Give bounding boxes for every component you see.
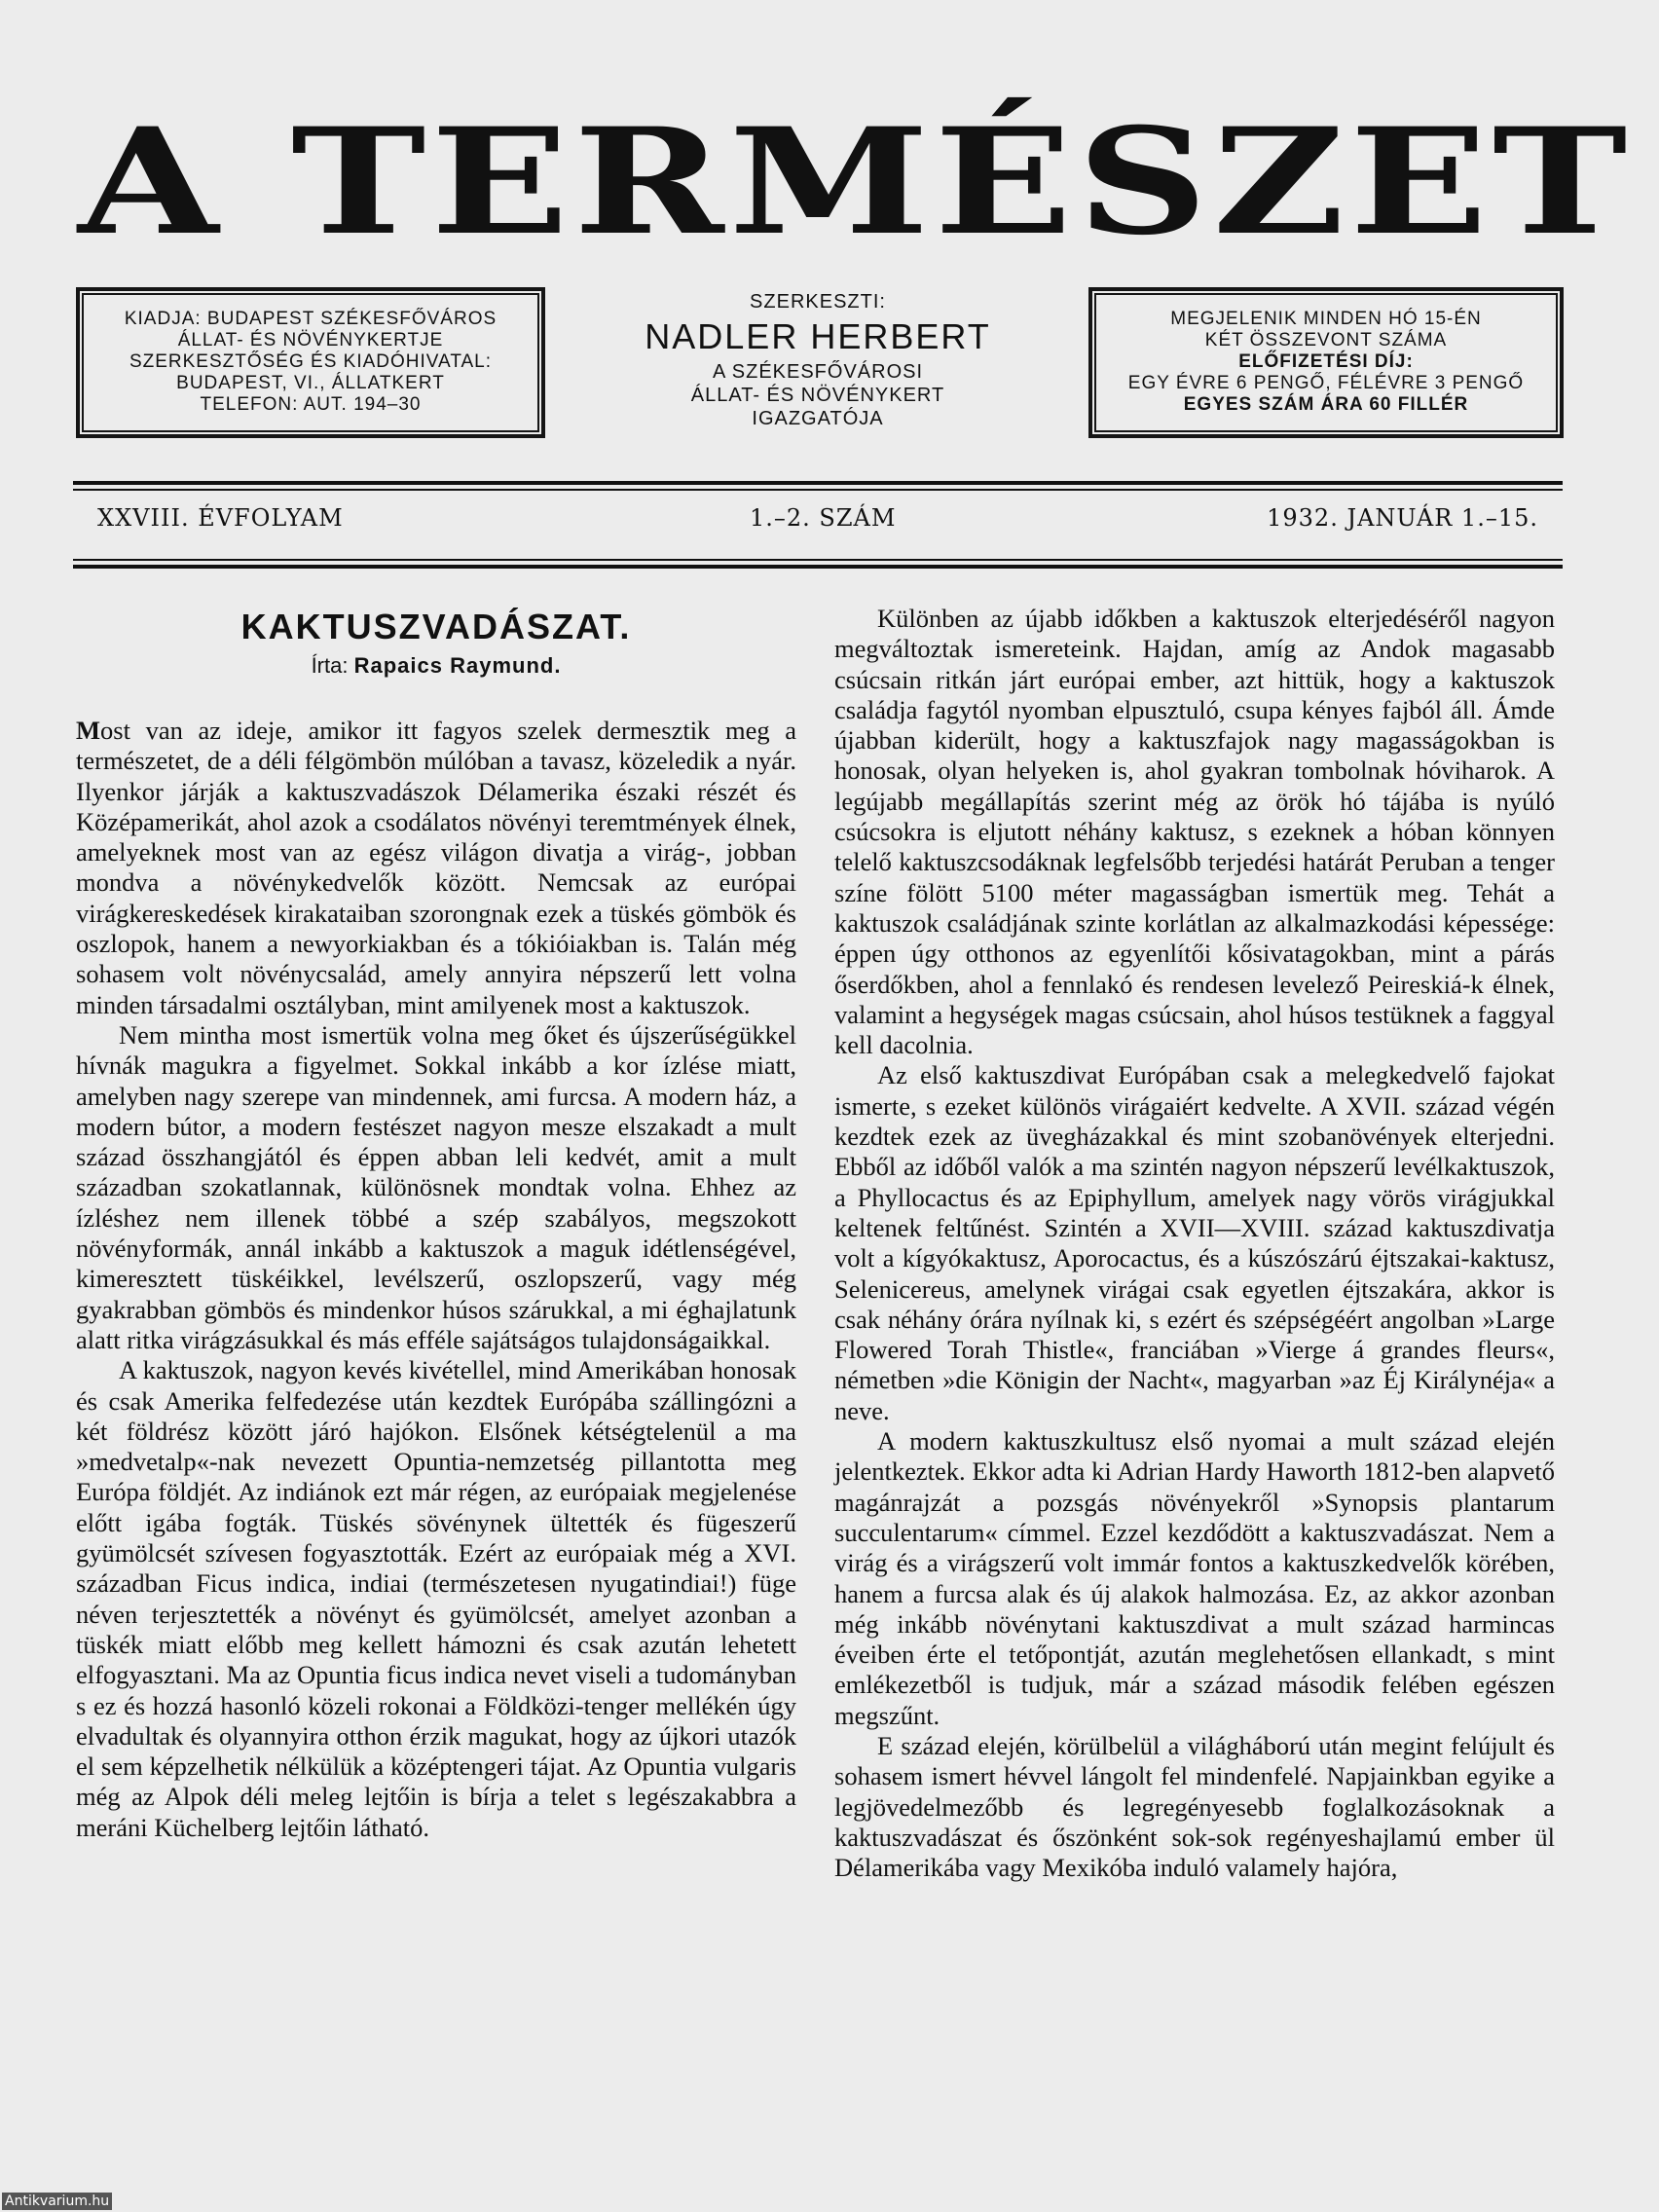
subscription-line: MEGJELENIK MINDEN HÓ 15-ÉN	[1170, 309, 1482, 329]
paragraph: A kaktuszok, nagyon kevés kivétellel, mind Amerikában honosak és csak Amerika felfedezése után kezdtek Európába szállingózni a két földrész között járó hajókon. Elsőnek kétségtelenül a ma »medvetalp«-nak nevezett Opuntia-nemzetség pillantotta meg Európa földjét. Az indiánok ezt már régen, az európaiak megjelenése előtt igába fogták. Tüskés sövénynek ültették és fügeszerű gyümölcsét szívesen fogyasztották. Ezért az európaiak még a XVI. században Ficus indica, indiai (természetesen nyugatindiai!) füge néven terjesztették a növényt és gyümölcsét, amelyet azonban a tüskék miatt előbb meg kellett hámozni és csak azután lehetett elfogyasztani. Ma az Opuntia ficus indica nevet viseli a tudományban s ez és hozzá hasonló közeli rokonai a Földközi-tenger mellékén úgy elvadultak és olyannyira otthon érzik magukat, hogy az újkori utazók el sem képzelhetik nélkülük a középtengeri tájat. Az Opuntia vulgaris még az Alpok déli meleg lejtőin is bírja a telet s legészakabbra a meráni Küchelberg lejtőin látható.	[76, 1355, 796, 1842]
editor-name: NADLER HERBERT	[645, 316, 991, 356]
editor-role-line: IGAZGATÓJA	[752, 408, 884, 429]
paragraph: E század elején, körülbelül a világháború után megint felújult és sohasem ismert hévvel lángolt fel mindenfelé. Napjainkban egyike a legjövedelmezőbb és legregényesebb foglalkozásoknak a kaktuszvadászat és őszönként sok-sok regényeshajlamú ember ül Délamerikába vagy Mexikóba induló valamely hajóra,	[834, 1730, 1555, 1883]
publisher-box	[76, 287, 545, 438]
bottom-rule-thin	[73, 559, 1563, 561]
paragraph: A modern kaktuszkultusz első nyomai a mult század elején jelentkeztek. Ekkor adta ki Adrian Hardy Haworth 1812-ben alapvető magánrajzát a pozsgás növényekről »Synopsis plantarum succulentarum« címmel. Ezzel kezdődött a kaktuszvadászat. Nem a virág és a virágszerű volt immár fontos a kaktuszkedvelők körében, hanem a furcsa alak és új alakok halmozása. Ez, az akkor azonban még inkább növénytani kaktuszdivat a mult század harmincas éveiben érte el tetőpontját, azután meglehetősen ellankadt, s mint emlékezetből is tudjuk, már a század második felében egészen megszűnt.	[834, 1426, 1555, 1730]
watermark: Antikvarium.hu	[2, 2193, 112, 2210]
subscription-line: EGY ÉVRE 6 PENGŐ, FÉLÉVRE 3 PENGŐ	[1127, 373, 1525, 393]
article-title: KAKTUSZVADÁSZAT.	[240, 607, 632, 646]
issue-volume: XXVIII. ÉVFOLYAM	[97, 504, 344, 532]
editor-block	[574, 290, 1061, 430]
masthead-title: A TERMÉSZET	[78, 96, 1633, 268]
paragraph: Különben az újabb időkben a kaktuszok elterjedéséről nagyon megváltoztak ismereteink. Hajdan, amíg az Andok magasabb csúcsain ritkán járt európai ember, azt hittük, hogy a kaktuszok családja fagytól nyomban elpusztuló, csupa kényes fajból áll. Ámde újabban kiderült, hogy a kaktuszfajok nagy magasságokban is honosak, olyan helyeken is, ahol gyakran tombolnak hóviharok. A legújabb megállapítás szerint még az örök hó tájába is nyúló csúcsokra is eljutott néhány kaktusz, s ezeknek a hóban könnyen telelő kaktuszcsodáknak legfelsőbb terjedési határát Peruban a tenger színe fölött 5100 méter magasságban ismertük meg. Tehát a kaktuszok családjának szinte korlátlan az alkalmazkodási képessége: éppen úgy otthonos az egyenlítői kősivatagokban, mint a párás őserdőkben, ahol a fennlakó és rendesen levelező Peireskiá-k élnek, valamint a hegységek magas csúcsain, ahol húsos testüknek a faggyal kell dacolnia.	[834, 604, 1555, 1060]
byline-prefix: Írta:	[311, 653, 349, 678]
paragraph: Most van az ideje, amikor itt fagyos szelek dermesztik meg a természetet, de a déli félgömbön múlóban a tavasz, közeledik a nyár. Ilyenkor járják a kaktuszvadászok Délamerika északi részét és Középamerikát, ahol azok a csodálatos növényi teremtmények élnek, amelyeknek most van az egész világon divatja a virág-, jobban mondva a növénykedvelők között. Nemcsak az európai virágkereskedések kirakataiban szorongnak ezek a tüskés gömbök és oszlopok, hanem a newyorkiakban és a tókióiakban is. Talán még sohasem volt növénycsalád, amely annyira népszerű lett volna minden társadalmi osztályban, mint amilyenek most a kaktuszok.	[76, 716, 796, 1019]
top-rule-thin	[73, 489, 1563, 491]
byline	[76, 650, 796, 682]
publisher-line: SZERKESZTŐSÉG ÉS KIADÓHIVATAL:	[129, 351, 493, 372]
editor-role-line: ÁLLAT- ÉS NÖVÉNYKERT	[690, 385, 945, 406]
subscription-line: ELŐFIZETÉSI DÍJ:	[1238, 351, 1414, 372]
editor-label: SZERKESZTI:	[750, 291, 886, 313]
subscription-line: EGYES SZÁM ÁRA 60 FILLÉR	[1183, 394, 1469, 415]
subscription-box	[1088, 287, 1564, 438]
publisher-line: TELEFON: AUT. 194–30	[200, 394, 422, 415]
publisher-line: ÁLLAT- ÉS NÖVÉNYKERTJE	[177, 330, 444, 350]
issue-date: 1932. JANUÁR 1.–15.	[1267, 504, 1538, 532]
top-rule-thick	[73, 481, 1563, 485]
article-column-right	[834, 604, 1555, 1883]
article-column-left	[76, 604, 796, 1843]
author-name: Rapaics Raymund.	[353, 653, 562, 678]
publisher-line: KIADJA: BUDAPEST SZÉKESFŐVÁROS	[124, 309, 498, 329]
paragraph: Az első kaktuszdivat Európában csak a melegkedvelő fajokat ismerte, s ezeket különös virágaiért kedvelte. A XVII. század végén kezdtek ezek az üvegházakkal és mint szobanövények elterjedni. Ebből az időből valók a ma szintén nagyon népszerű levélkaktuszok, a Phyllocactus és az Epiphyllum, amelyek nagy vörös virágjukkal keltenek feltűnést. Szintén a XVII—XVIII. század kaktuszdivatja volt a kígyókaktusz, Aporocactus, és a kúszószárú éjtszakai-kaktusz, Selenicereus, amelynek virágai csak egyetlen éjtszakára, akkor is csak néhány órára nyílnak ki, s ezért és szépségéért angolban »Large Flowered Torah Thistle«, franciában »Vierge á grandes fleurs«, németben »die Königin der Nacht«, magyarban »az Éj Királynéja« a neve.	[834, 1060, 1555, 1425]
bottom-rule-thick	[73, 565, 1563, 569]
editor-role-line: A SZÉKESFŐVÁROSI	[712, 361, 924, 383]
issue-number: 1.–2. SZÁM	[750, 504, 897, 532]
paragraph: Nem mintha most ismertük volna meg őket és újszerűségükkel hívnák magukra a figyelmet. Sokkal inkább a kor ízlése miatt, amelyben nagy szerepe van mindennek, ami furcsa. A modern ház, a modern bútor, a modern festészet nagyon mesze elszakadt a mult század összhangjától és éppen abban leli kedvét, amit a mult században szokatlannak, különösnek mondtak volna. Ehhez az ízléshez nem illenek többé a szép szabályos, megszokott növényformák, annál inkább a kaktuszok a maguk idétlenségével, kimeresztett tüskéikkel, levélszerű, oszlopszerű, vagy még gyakrabban gömbös és mindenkor húsos szárukkal, a mi éghajlatunk alatt ritka virágzásukkal és más efféle sajátságos tulajdonságaikkal.	[76, 1019, 796, 1354]
issue-bar	[97, 504, 1538, 543]
subscription-line: KÉT ÖSSZEVONT SZÁMA	[1204, 330, 1448, 350]
publisher-line: BUDAPEST, VI., ÁLLATKERT	[176, 373, 445, 393]
